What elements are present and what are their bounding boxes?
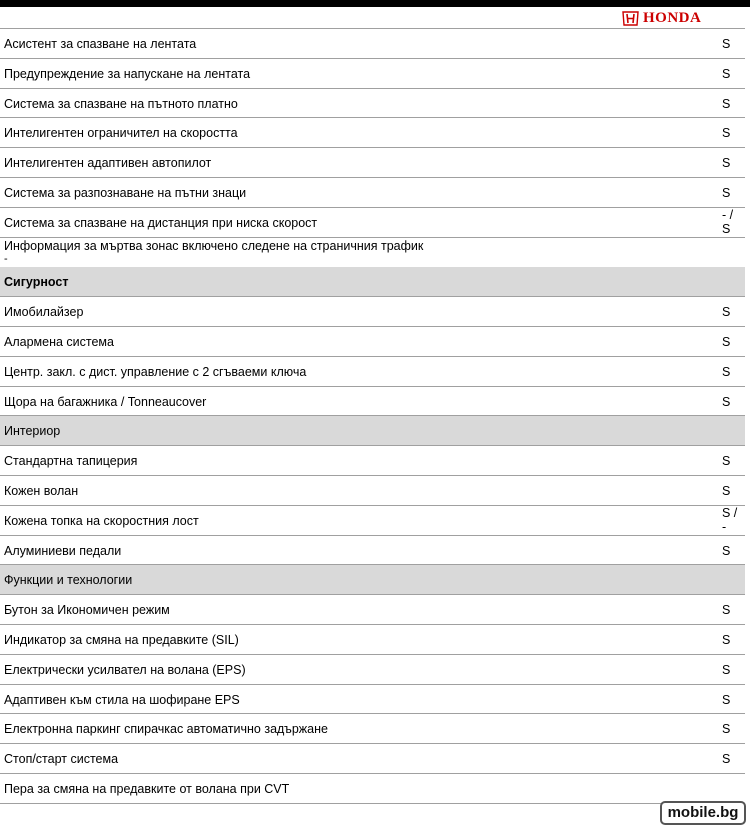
row-value: S — [722, 364, 731, 379]
table-row — [0, 536, 745, 566]
row-value: S — [722, 662, 731, 677]
table-row — [0, 446, 745, 476]
table-row — [0, 208, 745, 238]
row-label: Асистент за спазване на лентата — [4, 37, 197, 51]
table-row — [0, 327, 745, 357]
table-row — [0, 238, 745, 268]
row-value: S — [722, 632, 731, 647]
table-row — [0, 357, 745, 387]
row-label: Щора на багажника / Tonneaucover — [4, 394, 207, 409]
row-value: S — [722, 156, 731, 171]
watermark: mobile.bg — [660, 801, 746, 825]
row-value: S — [722, 543, 731, 558]
row-value: S — [722, 722, 731, 737]
table-row — [0, 595, 745, 625]
table-row — [0, 387, 745, 417]
row-label: Интелигентен ограничител на скоростта — [4, 126, 238, 141]
table-row — [0, 89, 745, 119]
row-value: S — [722, 66, 731, 81]
row-value: S / - — [722, 505, 738, 534]
row-label: Стандартна тапицерия — [4, 454, 138, 469]
row-label: Стоп/старт система — [4, 752, 119, 767]
brand-name: HONDA — [643, 10, 702, 26]
row-value: S — [722, 96, 731, 111]
row-label: Алуминиеви педали — [4, 543, 122, 558]
table-row — [0, 297, 745, 327]
row-label: Система за разпознаване на пътни знаци — [4, 185, 247, 200]
table-row — [0, 118, 745, 148]
row-value: S — [722, 394, 731, 409]
row-value: S — [722, 454, 731, 469]
table-row — [0, 59, 745, 89]
honda-h-icon — [622, 11, 639, 26]
table-row — [0, 655, 745, 685]
row-label: Алармена система — [4, 334, 114, 349]
row-value: S — [722, 305, 731, 320]
row-label: Адаптивен към стила на шофиране EPS — [4, 692, 240, 707]
row-label: Информация за мъртва зонас включено следене на страничния трафик — [4, 238, 424, 253]
row-label: Имобилайзер — [4, 305, 84, 320]
row-value: S — [722, 483, 731, 498]
row-label: Електрически усилвател на волана (EPS) — [4, 662, 246, 677]
row-label: Интериор — [4, 424, 61, 439]
row-label: Кожена топка на скоростния лост — [4, 513, 199, 528]
row-label: Бутон за Икономичен режим — [4, 603, 170, 618]
row-label: Центр. закл. с дист. управление с 2 сгъваеми ключа — [4, 364, 307, 379]
table-row — [0, 178, 745, 208]
row-label: Функции и технологии — [4, 573, 133, 588]
table-row — [0, 506, 745, 536]
row-value: S — [722, 185, 731, 200]
table-row — [0, 685, 745, 715]
row-label: Интелигентен адаптивен автопилот — [4, 156, 212, 171]
table-row — [0, 714, 745, 744]
table-row — [0, 476, 745, 506]
row-label: Система за спазване на пътното платно — [4, 96, 238, 111]
row-label: Електронна паркинг спирачкас автоматично задържане — [4, 722, 328, 737]
row-value: S — [722, 37, 731, 51]
table-row — [0, 148, 745, 178]
row-label: Система за спазване на дистанция при ниска скорост — [4, 215, 318, 230]
row-value: S — [722, 692, 731, 707]
row-value: - / S — [722, 207, 734, 236]
row-label: Кожен волан — [4, 483, 79, 498]
row-label: Сигурност — [4, 275, 69, 290]
row-label: Предупреждение за напускане на лентата — [4, 66, 251, 81]
row-label: Пера за смяна на предавките от волана при CVT — [4, 781, 290, 796]
brand-logo — [622, 9, 740, 27]
row-label: Индикатор за смяна на предавките (SIL) — [4, 632, 239, 647]
section-header-row — [0, 565, 745, 595]
table-row — [0, 625, 745, 655]
row-value: S — [722, 752, 731, 767]
section-header-row — [0, 416, 745, 446]
row-value: - — [4, 252, 8, 265]
top-bar — [0, 0, 750, 7]
table-row — [0, 774, 745, 804]
row-value: S — [722, 334, 731, 349]
table-row — [0, 29, 745, 59]
row-value: S — [722, 126, 731, 141]
equipment-table — [0, 28, 745, 804]
row-value: S — [722, 603, 731, 618]
table-row — [0, 744, 745, 774]
section-header-row — [0, 267, 745, 297]
